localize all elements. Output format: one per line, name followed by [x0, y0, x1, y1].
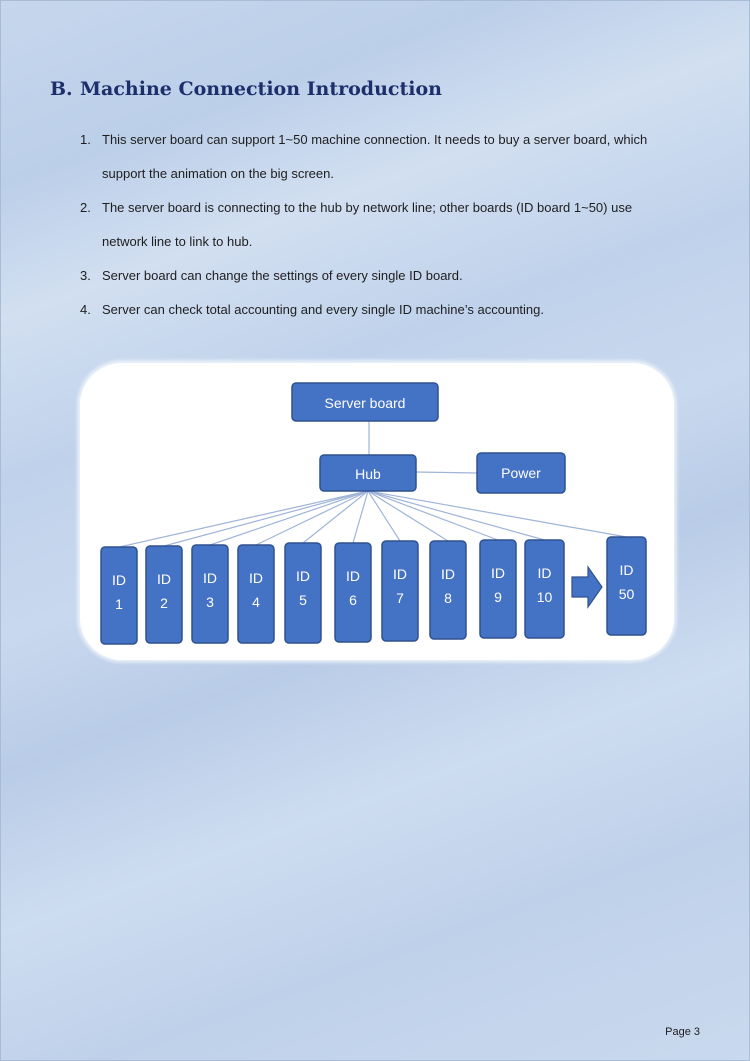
- server-board-label: Server board: [324, 395, 406, 411]
- id-board-node: [146, 546, 182, 643]
- id-board-prefix: ID: [441, 566, 455, 582]
- server-board-node: [292, 383, 438, 421]
- hub-id-board-line: [368, 491, 498, 540]
- id-board-prefix: ID: [112, 572, 126, 588]
- id-board-prefix: ID: [491, 565, 505, 581]
- power-node: [477, 453, 565, 493]
- id-board-number: 9: [494, 589, 502, 605]
- connection-diagram-card: [80, 363, 674, 660]
- id-board-prefix: ID: [619, 562, 634, 578]
- intro-list: [80, 123, 690, 327]
- list-item: [80, 123, 690, 191]
- hub-node: [320, 455, 416, 491]
- hub-id-board-line: [353, 491, 368, 543]
- id-board-node: [480, 540, 516, 638]
- hub-label: Hub: [355, 466, 381, 482]
- list-item-number: 2.: [80, 200, 91, 215]
- id-board-prefix: ID: [537, 565, 552, 581]
- id-board-node: [285, 543, 321, 643]
- id-board-number: 4: [252, 594, 260, 610]
- list-item-number: 4.: [80, 302, 91, 317]
- connection-diagram: [80, 363, 674, 660]
- id-board-node: [335, 543, 371, 642]
- list-item-line: Server board can change the settings of every single ID board.: [102, 268, 463, 283]
- list-item-number: 1.: [80, 132, 91, 147]
- id-board-node: [607, 537, 646, 635]
- list-item-line: network line to link to hub.: [102, 234, 253, 249]
- list-item-line: This server board can support 1~50 machine connection. It needs to buy a server board, which: [102, 132, 648, 147]
- hub-id-board-line: [368, 491, 627, 537]
- id-board-number: 10: [536, 589, 553, 605]
- list-item: [80, 259, 690, 293]
- id-board-node: [192, 545, 228, 643]
- id-board-prefix: ID: [296, 568, 310, 584]
- hub-power-line: [416, 472, 477, 473]
- list-item-number: 3.: [80, 268, 91, 283]
- id-board-node: [430, 541, 466, 639]
- section-letter: B.: [50, 78, 73, 100]
- hub-id-board-line: [256, 491, 368, 545]
- list-item-line: support the animation on the big screen.: [102, 166, 334, 181]
- id-board-node: [525, 540, 564, 638]
- id-board-number: 50: [618, 586, 635, 602]
- list-item: [80, 191, 690, 259]
- hub-id-board-line: [210, 491, 368, 545]
- id-board-node: [101, 547, 137, 644]
- id-board-number: 3: [206, 594, 214, 610]
- hub-id-board-line: [119, 491, 368, 547]
- id-board-prefix: ID: [249, 570, 263, 586]
- id-board-node: [238, 545, 274, 643]
- id-board-number: 8: [444, 590, 452, 606]
- id-board-prefix: ID: [346, 568, 360, 584]
- id-board-prefix: ID: [157, 571, 171, 587]
- section-title: Machine Connection Introduction: [80, 78, 442, 100]
- power-label: Power: [501, 465, 541, 481]
- list-item-line: Server can check total accounting and every single ID machine’s accounting.: [102, 302, 545, 317]
- page-number: Page 3: [665, 1026, 700, 1038]
- id-board-number: 6: [349, 592, 357, 608]
- id-board-prefix: ID: [203, 570, 217, 586]
- id-board-prefix: ID: [393, 566, 407, 582]
- id-boards: [101, 537, 646, 644]
- hub-id-board-line: [164, 491, 368, 546]
- id-board-node: [382, 541, 418, 641]
- section-heading: [50, 78, 442, 100]
- id-board-number: 5: [299, 592, 307, 608]
- id-board-number: 7: [396, 590, 404, 606]
- list-item-line: The server board is connecting to the hub by network line; other boards (ID board 1~50) use: [102, 200, 633, 215]
- list-item: [80, 293, 690, 327]
- id-board-number: 1: [115, 596, 123, 612]
- continuation-arrow-icon: [572, 567, 602, 607]
- id-board-number: 2: [160, 595, 168, 611]
